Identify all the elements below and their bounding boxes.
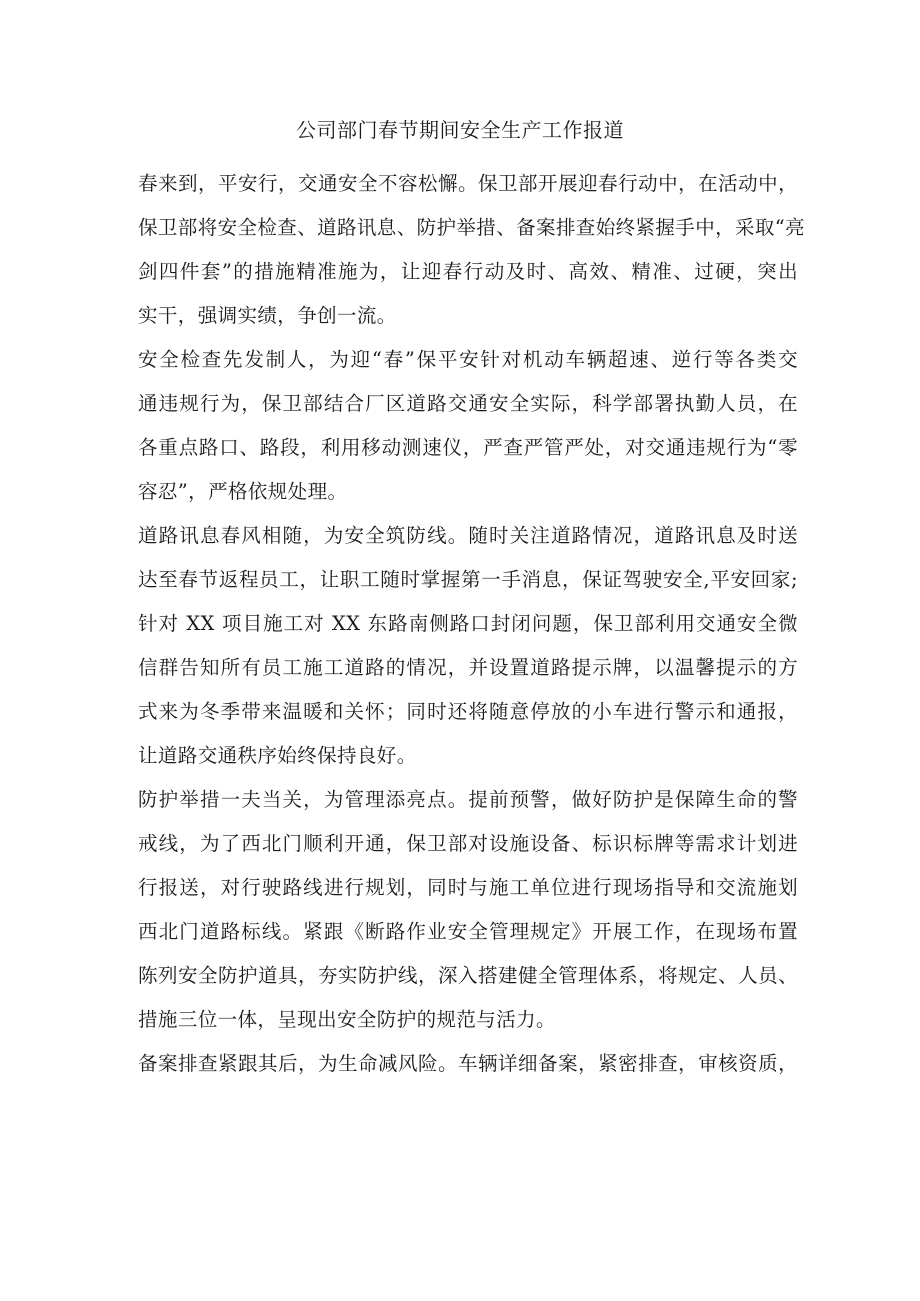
text-line: 安全检查先发制人，为迎“春”保平安针对机动车辆超速、逆行等各类交 bbox=[138, 348, 798, 371]
text-line: 容忍”，严格依规处理。 bbox=[138, 480, 348, 503]
text-line: 剑四件套”的措施精准施为，让迎春行动及时、高效、精准、过硬，突出 bbox=[138, 260, 798, 283]
text-line: 防护举措一夫当关，为管理添亮点。提前预警，做好防护是保障生命的警 bbox=[138, 788, 798, 811]
paragraph-4 bbox=[138, 778, 798, 1042]
text-line: 春来到，平安行，交通安全不容松懈。保卫部开展迎春行动中，在活动中， bbox=[138, 172, 798, 195]
text-line: 行报送，对行驶路线进行规划，同时与施工单位进行现场指导和交流施划 bbox=[138, 876, 798, 899]
document-title: 公司部门春节期间安全生产工作报道 bbox=[296, 118, 624, 142]
text-line: 实干，强调实绩，争创一流。 bbox=[138, 304, 397, 327]
paragraph-5 bbox=[138, 1042, 798, 1086]
text-line: 备案排查紧跟其后，为生命减风险。车辆详细备案，紧密排查，审核资质， bbox=[138, 1052, 798, 1075]
text-line: 陈列安全防护道具，夯实防护线，深入搭建健全管理体系，将规定、人员、 bbox=[138, 964, 798, 987]
text-line: 式来为冬季带来温暖和关怀；同时还将随意停放的小车进行警示和通报， bbox=[138, 700, 798, 723]
text-line: 措施三位一体，呈现出安全防护的规范与活力。 bbox=[138, 1008, 556, 1031]
text-line: 西北门道路标线。紧跟《断路作业安全管理规定》开展工作，在现场布置 bbox=[138, 920, 798, 943]
text-line: 保卫部将安全检查、道路讯息、防护举措、备案排查始终紧握手中，采取“亮 bbox=[138, 216, 806, 239]
document-body bbox=[138, 162, 806, 1086]
paragraph-3 bbox=[138, 514, 798, 778]
text-line: 通违规行为，保卫部结合厂区道路交通安全实际，科学部署执勤人员，在 bbox=[138, 392, 798, 415]
text-line: 针对 XX 项目施工对 XX 东路南侧路口封闭问题，保卫部利用交通安全微 bbox=[138, 612, 798, 635]
text-line: 信群告知所有员工施工道路的情况，并设置道路提示牌，以温馨提示的方 bbox=[138, 656, 798, 679]
paragraph-1 bbox=[138, 162, 806, 338]
paragraph-2 bbox=[138, 338, 798, 514]
text-line: 让道路交通秩序始终保持良好。 bbox=[138, 744, 417, 767]
text-line: 道路讯息春风相随，为安全筑防线。随时关注道路情况，道路讯息及时送 bbox=[138, 524, 798, 547]
text-line: 各重点路口、路段，利用移动测速仪，严查严管严处，对交通违规行为“零 bbox=[138, 436, 798, 459]
text-line: 达至春节返程员工，让职工随时掌握第一手消息，保证驾驶安全,平安回家; bbox=[138, 568, 798, 591]
text-line: 戒线，为了西北门顺利开通，保卫部对设施设备、标识标牌等需求计划进 bbox=[138, 832, 798, 855]
